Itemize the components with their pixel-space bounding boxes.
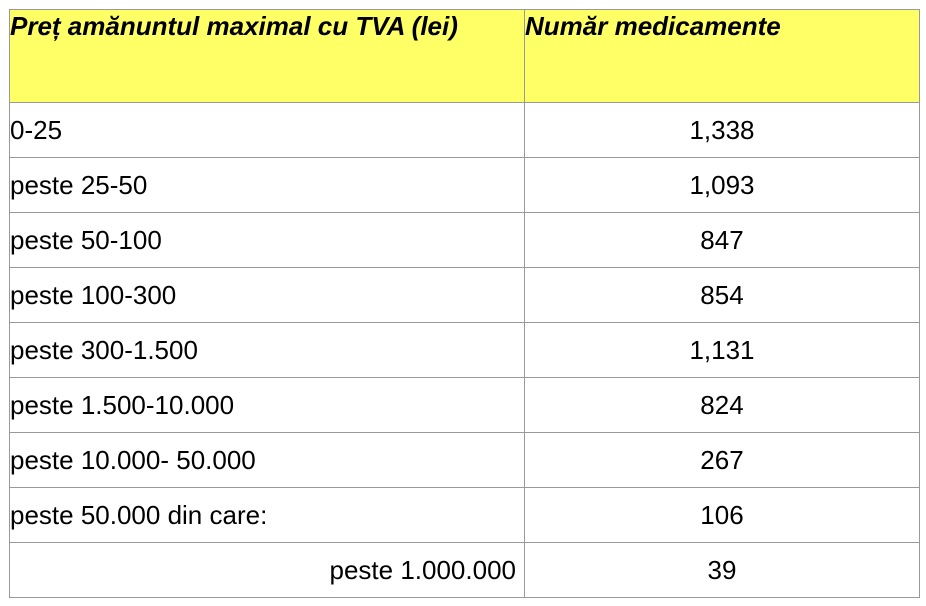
medicine-count-cell: 824 [525, 378, 920, 433]
table-header-row [10, 10, 920, 103]
price-range-subcell: peste 1.000.000 [10, 543, 525, 598]
price-range-cell: 0-25 [10, 103, 525, 158]
medicine-count-cell: 1,093 [525, 158, 920, 213]
price-range-cell: peste 25-50 [10, 158, 525, 213]
medicine-count-cell: 106 [525, 488, 920, 543]
table-row [10, 158, 920, 213]
medicine-count-cell: 267 [525, 433, 920, 488]
price-range-cell: peste 100-300 [10, 268, 525, 323]
price-range-cell: peste 50.000 din care: [10, 488, 525, 543]
table-row [10, 433, 920, 488]
table-row [10, 323, 920, 378]
table-row [10, 488, 920, 543]
table-row [10, 103, 920, 158]
medicine-count-cell: 1,338 [525, 103, 920, 158]
price-range-cell: peste 300-1.500 [10, 323, 525, 378]
price-distribution-table [9, 9, 920, 598]
header-price-cell: Preț amănuntul maximal cu TVA (lei) [10, 10, 525, 103]
medicine-count-cell: 1,131 [525, 323, 920, 378]
price-range-cell: peste 10.000- 50.000 [10, 433, 525, 488]
price-range-cell: peste 1.500-10.000 [10, 378, 525, 433]
table-row [10, 268, 920, 323]
table-row [10, 378, 920, 433]
table-row [10, 213, 920, 268]
header-count-cell: Număr medicamente [525, 10, 920, 103]
table-row [10, 543, 920, 598]
price-range-cell: peste 50-100 [10, 213, 525, 268]
medicine-count-cell: 854 [525, 268, 920, 323]
medicine-count-cell: 39 [525, 543, 920, 598]
medicine-count-cell: 847 [525, 213, 920, 268]
